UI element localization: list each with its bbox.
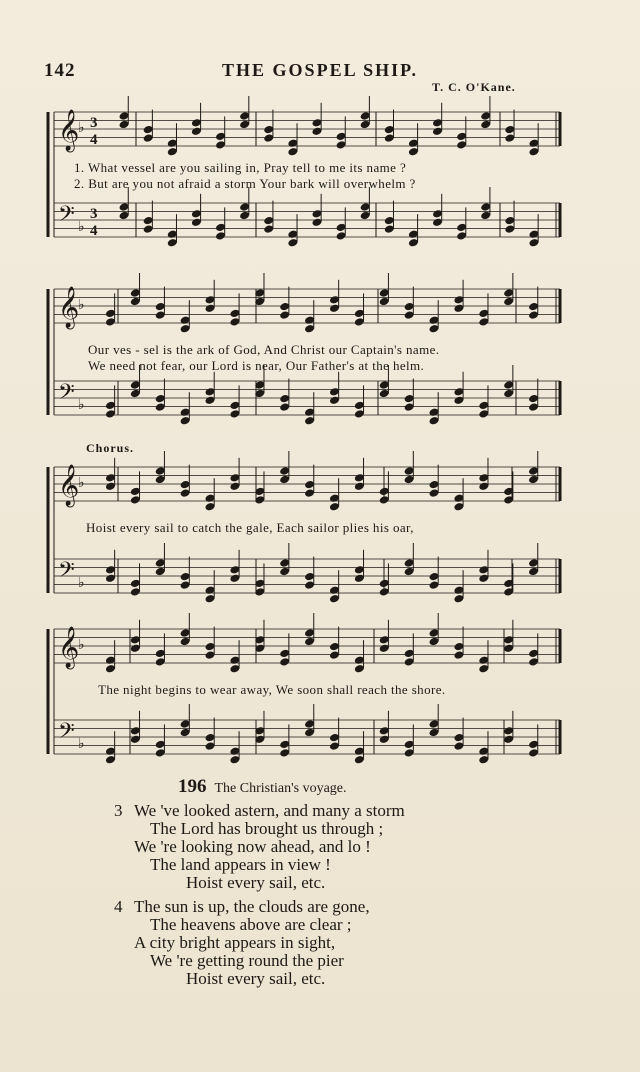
flat-key-signature: ♭	[78, 637, 85, 653]
treble-clef: 𝄞	[58, 110, 80, 151]
verse-line: The Lord has brought us through ;	[150, 819, 384, 838]
bass-clef: 𝄢	[58, 558, 75, 588]
verse-line: The land appears in view !	[150, 855, 331, 874]
flat-key-signature: ♭	[78, 120, 85, 136]
flat-key-signature: ♭	[78, 219, 85, 235]
composer-credit: T. C. O'Kane.	[432, 80, 516, 94]
time-signature-top: 3	[90, 206, 98, 222]
verse-line: Hoist every sail, etc.	[186, 873, 326, 892]
flat-key-signature: ♭	[78, 575, 85, 591]
lyric-verse1-line2: Our ves - sel is the ark of God, And Christ our Captain's name.	[88, 342, 440, 357]
flat-key-signature: ♭	[78, 475, 85, 491]
hymn-name: The Christian's voyage.	[214, 781, 347, 796]
lyric-verse2-line2: We need not fear, our Lord is near, Our Father's at the helm.	[88, 358, 425, 373]
flat-key-signature: ♭	[78, 736, 85, 752]
hymn-title: THE GOSPEL SHIP.	[222, 60, 418, 80]
verse-line: We 're looking now ahead, and lo !	[134, 837, 371, 856]
lyric-chorus-line2: The night begins to wear away, We soon shall reach the shore.	[98, 682, 446, 697]
time-signature-bottom: 4	[90, 223, 98, 239]
flat-key-signature: ♭	[78, 297, 85, 313]
verse-line: We 're getting round the pier	[150, 951, 344, 970]
bass-clef: 𝄢	[58, 202, 75, 232]
treble-clef: 𝄞	[58, 287, 80, 328]
hymn-heading	[178, 776, 347, 798]
verse-line: Hoist every sail, etc.	[186, 969, 326, 988]
verse-number: 3	[114, 801, 123, 820]
page-number: 142	[44, 60, 76, 81]
treble-clef: 𝄞	[58, 627, 80, 668]
lyric-verse2-line1: 2. But are you not afraid a storm Your bark will overwhelm ?	[74, 176, 416, 191]
time-signature-top: 3	[90, 115, 98, 131]
bass-clef: 𝄢	[58, 719, 75, 749]
verse-line: The heavens above are clear ;	[150, 915, 352, 934]
verse-number: 4	[114, 897, 123, 916]
hymn-number: 196	[178, 776, 207, 797]
lyric-verse1-line1: 1. What vessel are you sailing in, Pray tell to me its name ?	[74, 160, 407, 175]
verse-line: We 've looked astern, and many a storm	[134, 801, 405, 820]
verse-line: The sun is up, the clouds are gone,	[134, 897, 370, 916]
bass-clef: 𝄢	[58, 380, 75, 410]
flat-key-signature: ♭	[78, 397, 85, 413]
time-signature-bottom: 4	[90, 132, 98, 148]
lyric-chorus-line1: Hoist every sail to catch the gale, Each sailor plies his oar,	[86, 520, 414, 535]
verse-line: A city bright appears in sight,	[134, 933, 336, 952]
chorus-label: Chorus.	[86, 441, 135, 455]
treble-clef: 𝄞	[58, 465, 80, 506]
